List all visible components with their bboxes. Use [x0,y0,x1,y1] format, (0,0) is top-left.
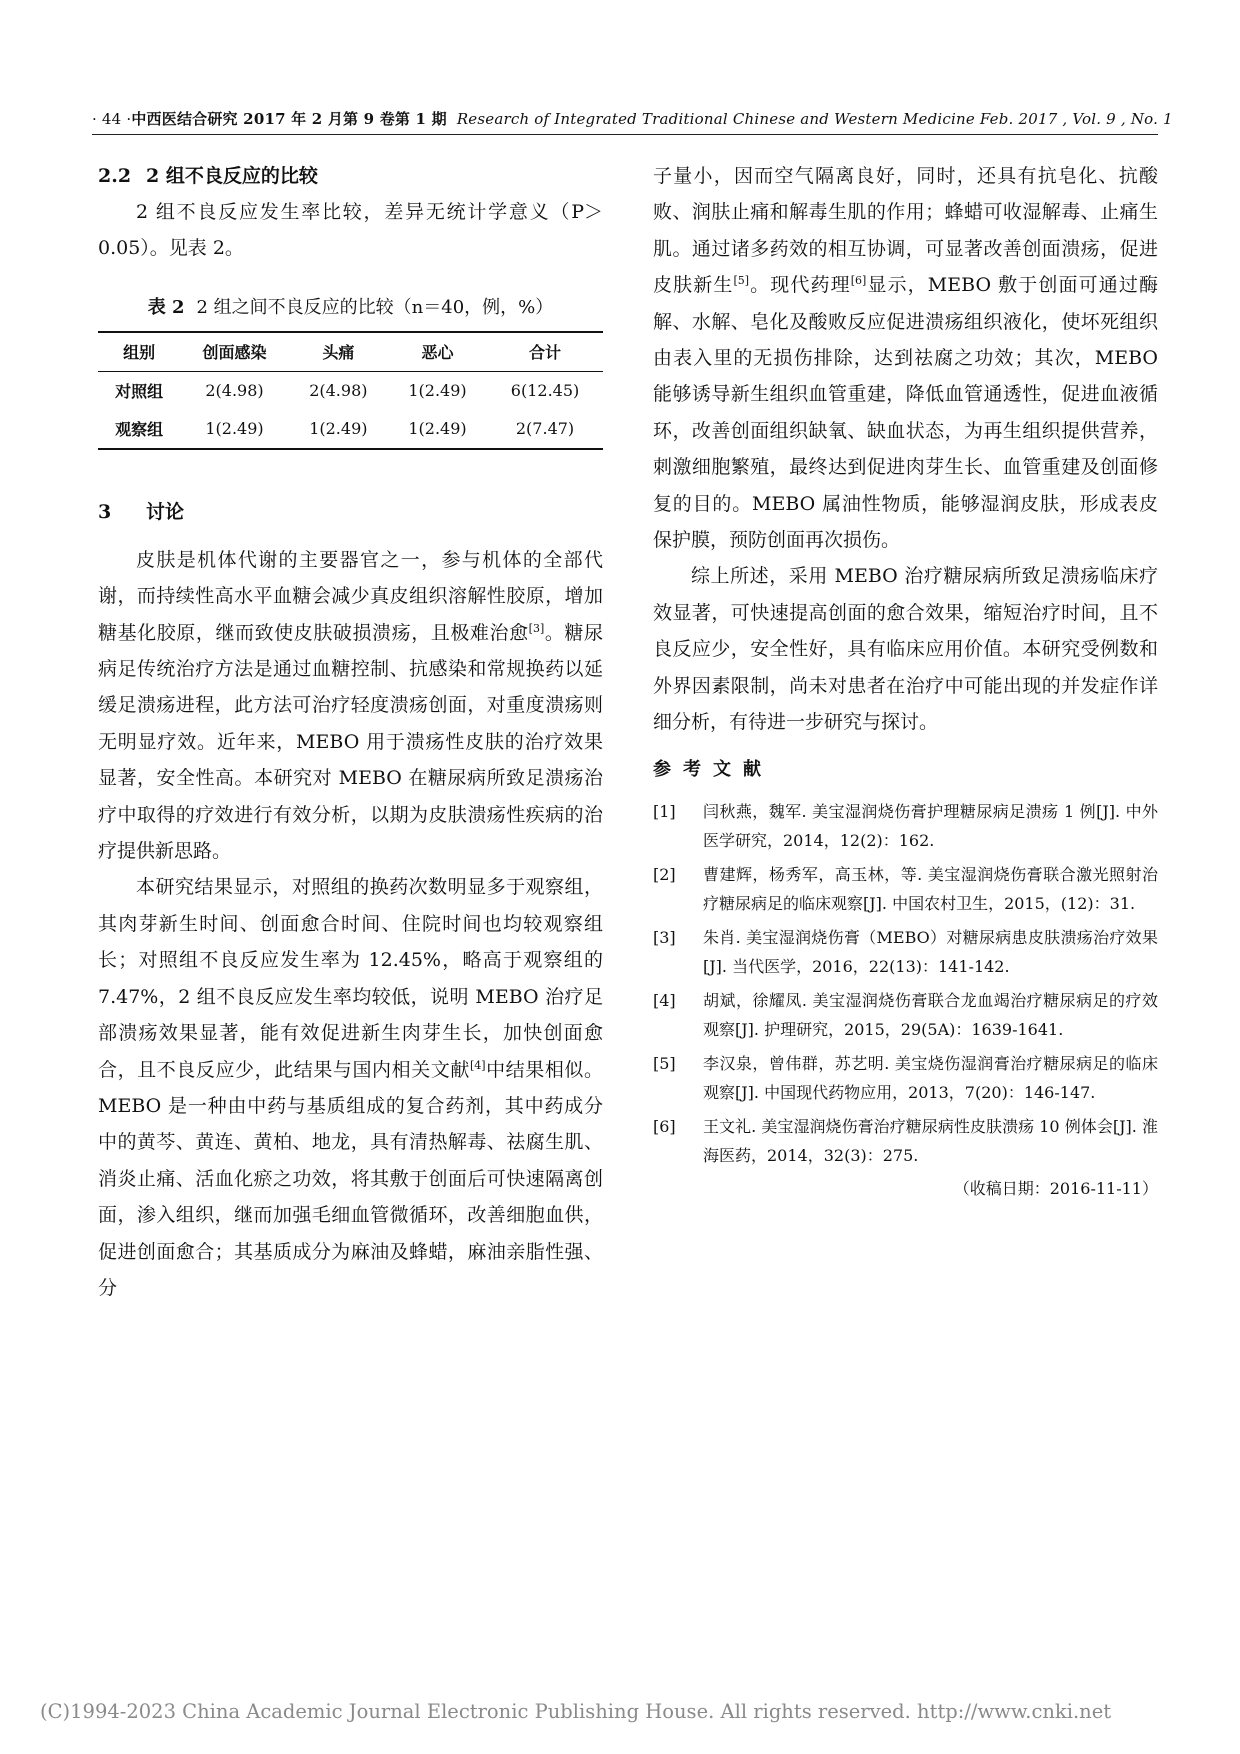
table-cell: 2(4.98) [309,381,368,401]
table-cell: 2(7.47) [515,419,575,439]
citation: [5] [733,274,750,288]
table-title: 2 组之间不良反应的比较（n＝40，例，%） [196,296,554,318]
section-title: 讨论 [146,500,185,523]
references-heading: 参考文献 [653,758,773,780]
table-cell: 1(2.49) [205,419,264,439]
table-row [98,371,603,410]
section-3-heading [98,494,603,530]
received-date: （收稿日期：2016-11-11） [953,1178,1158,1198]
table-cell: 对照组 [115,382,164,402]
reference-item: [5] 李汉泉，曾伟群，苏艺明. 美宝烧伤湿润膏治疗糖尿病足的临床观察[J]. 中国现代药物应用，2013，7(20)：146-147. [653,1053,1158,1102]
header-rule [92,134,1158,135]
table-cell: 6(12.45) [510,381,580,401]
reference-list [653,797,1158,1170]
copyright-footer: (C)1994-2023 China Academic Journal Electronic Publishing House. All rights reserved. http://www.cnki.net [40,1700,1112,1723]
running-header [92,108,1173,129]
table-cell: 1(2.49) [309,419,368,439]
col-header: 头痛 [322,343,355,363]
citation: [3] [528,621,545,635]
journal-title-cn: 中西医结合研究 2017 年 2 月第 9 卷第 1 期 [131,110,447,128]
left-column [98,158,603,1306]
right-column [653,158,1158,1203]
col-header: 恶心 [421,343,454,363]
table-header-row [98,332,603,372]
section-2-2-heading [98,158,603,194]
citation: [6] [850,274,867,288]
paragraph: 皮肤是机体代谢的主要器官之一，参与机体的全部代谢，而持续性高水平血糖会减少真皮组织溶解性胶原，增加糖基化胶原，继而致使皮肤破损溃疡，且极难治愈[3]。糖尿病足传统治疗方法是通过血糖控制、抗感染和常规换药以延缓足溃疡进程，此方法可治疗轻度溃疡创面，对重度溃疡则无明显疗效。近年来，MEBO 用于溃疡性皮肤的治疗效果显著，安全性高。本研究对 MEBO 在糖尿病所致足溃疡治疗中取得的疗效进行有效分析，以期为皮肤溃疡性疾病的治疗提供新思路。 [98,548,603,863]
section-number: 3 [98,500,112,523]
section-number: 2.2 [98,165,132,187]
adverse-reaction-table [98,331,603,450]
table-cell: 1(2.49) [408,381,467,401]
table-label: 表 2 [147,296,185,318]
reference-item: [2] 曹建辉，杨秀军，高玉林，等. 美宝湿润烧伤膏联合激光照射治疗糖尿病足的临床观察[J]. 中国农村卫生，2015，(12)：31. [653,864,1158,913]
col-header: 组别 [123,343,156,363]
table-row [98,410,603,449]
reference-item: [1] 闫秋燕，魏军. 美宝湿润烧伤膏护理糖尿病足溃疡 1 例[J]. 中外医学研究，2014，12(2)：162. [653,801,1158,850]
table-caption [98,293,603,319]
paragraph: 2 组不良反应发生率比较，差异无统计学意义（P＞0.05）。见表 2。 [98,201,603,260]
paragraph: 综上所述，采用 MEBO 治疗糖尿病所致足溃疡临床疗效显著，可快速提高创面的愈合效果，缩短治疗时间，且不良反应少，安全性好，具有临床应用价值。本研究受例数和外界因素限制，尚未对患者在治疗中可能出现的并发症作详细分析，有待进一步研究与探讨。 [653,565,1158,734]
table-cell: 2(4.98) [205,381,264,401]
table-cell: 观察组 [115,420,164,440]
reference-item: [4] 胡斌，徐耀凤. 美宝湿润烧伤膏联合龙血竭治疗糖尿病足的疗效观察[J]. 护理研究，2015，29(5A)：1639-1641. [653,990,1158,1039]
col-header: 合计 [529,343,562,363]
paragraph: 本研究结果显示，对照组的换药次数明显多于观察组，其肉芽新生时间、创面愈合时间、住院时间也均较观察组长；对照组不良反应发生率为 12.45%，略高于观察组的 7.47%，2 组不良反应发生率均较低，说明 MEBO 治疗足部溃疡效果显著，能有效促进新生肉芽生长，加快创面愈合，且不良反应少，此结果与国内相关文献[4]中结果相似。MEBO 是一种由中药与基质组成的复合药剂，其中药成分中的黄芩、黄连、黄柏、地龙，具有清热解毒、祛腐生肌、消炎止痛、活血化瘀之功效，将其敷于创面后可快速隔离创面，渗入组织，继而加强毛细血管微循环，改善细胞血供，促进创面愈合；其基质成分为麻油及蜂蜡，麻油亲脂性强、分 [98,876,603,1299]
page-number: · 44 · [92,110,132,128]
reference-item: [6] 王文礼. 美宝湿润烧伤膏治疗糖尿病性皮肤溃疡 10 例体会[J]. 淮海医药，2014，32(3)：275. [653,1116,1158,1165]
paragraph: 子量小，因而空气隔离良好，同时，还具有抗皂化、抗酸败、润肤止痛和解毒生肌的作用；蜂蜡可收湿解毒、止痛生肌。通过诸多药效的相互协调，可显著改善创面溃疡，促进皮肤新生[5]。现代药理[6]显示，MEBO 敷于创面可通过酶解、水解、皂化及酸败反应促进溃疡组织液化，使坏死组织由表入里的无损伤排除，达到祛腐之功效；其次，MEBO 能够诱导新生组织血管重建，降低血管通透性，促进血液循环，改善创面组织缺氧、缺血状态，为再生组织提供营养，刺激细胞繁殖，最终达到促进肉芽生长、血管重建及创面修复的目的。MEBO 属油性物质，能够湿润皮肤，形成表皮保护膜，预防创面再次损伤。 [653,165,1158,552]
citation: [4] [469,1058,486,1072]
table-cell: 1(2.49) [408,419,467,439]
journal-title-en: Research of Integrated Traditional Chinese and Western Medicine Feb. 2017 , Vol. 9 , No. 1 [456,110,1173,128]
section-title: 2 组不良反应的比较 [146,165,318,187]
col-header: 创面感染 [202,343,267,363]
reference-item: [3] 朱肖. 美宝湿润烧伤膏（MEBO）对糖尿病患皮肤溃疡治疗效果[J]. 当代医学，2016，22(13)：141-142. [653,927,1158,976]
